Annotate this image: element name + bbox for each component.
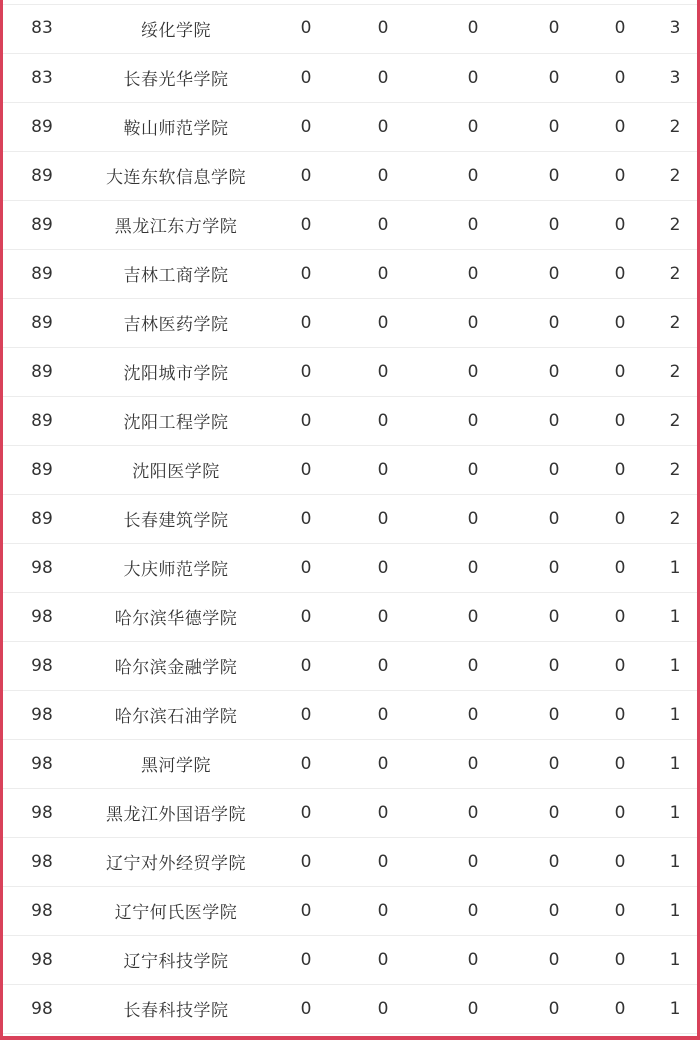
value-cell-5: 0 [587, 690, 653, 739]
value-cell-4: 0 [521, 298, 587, 347]
value-cell-4: 0 [521, 102, 587, 151]
value-cell-4: 0 [521, 151, 587, 200]
value-cell-2: 0 [341, 984, 425, 1033]
rank-cell: 98 [3, 935, 81, 984]
rank-cell: 89 [3, 396, 81, 445]
value-cell-2: 0 [341, 886, 425, 935]
value-cell-3: 0 [425, 396, 521, 445]
school-name-cell: 黑龙江东方学院 [81, 200, 271, 249]
value-cell-2: 0 [341, 53, 425, 102]
value-cell-5: 0 [587, 151, 653, 200]
value-cell-1: 0 [271, 641, 341, 690]
rank-cell: 89 [3, 102, 81, 151]
value-cell-1: 0 [271, 298, 341, 347]
rank-cell: 98 [3, 984, 81, 1033]
table-row [3, 935, 697, 984]
value-cell-4: 0 [521, 445, 587, 494]
value-cell-5: 0 [587, 494, 653, 543]
school-name-cell: 哈尔滨石油学院 [81, 690, 271, 739]
value-cell-5: 0 [587, 886, 653, 935]
table-body [3, 4, 697, 1033]
value-cell-4: 0 [521, 494, 587, 543]
value-cell-1: 0 [271, 935, 341, 984]
value-cell-1: 0 [271, 739, 341, 788]
value-cell-4: 0 [521, 690, 587, 739]
value-cell-3: 0 [425, 4, 521, 53]
value-cell-3: 0 [425, 592, 521, 641]
value-cell-6: 2 [653, 249, 697, 298]
value-cell-3: 0 [425, 151, 521, 200]
rank-cell: 98 [3, 641, 81, 690]
rank-cell: 89 [3, 151, 81, 200]
table-row [3, 151, 697, 200]
value-cell-2: 0 [341, 935, 425, 984]
table-row [3, 984, 697, 1033]
value-cell-6: 2 [653, 347, 697, 396]
value-cell-5: 0 [587, 788, 653, 837]
rank-cell: 98 [3, 886, 81, 935]
value-cell-6: 1 [653, 837, 697, 886]
rank-cell: 98 [3, 837, 81, 886]
rank-cell: 98 [3, 690, 81, 739]
table-row [3, 837, 697, 886]
rank-cell: 83 [3, 53, 81, 102]
value-cell-4: 0 [521, 592, 587, 641]
table-row [3, 592, 697, 641]
value-cell-6: 1 [653, 886, 697, 935]
value-cell-5: 0 [587, 592, 653, 641]
rank-cell: 89 [3, 494, 81, 543]
value-cell-3: 0 [425, 102, 521, 151]
table-row [3, 494, 697, 543]
school-name-cell: 长春光华学院 [81, 53, 271, 102]
value-cell-1: 0 [271, 347, 341, 396]
value-cell-2: 0 [341, 445, 425, 494]
rank-cell: 89 [3, 347, 81, 396]
value-cell-1: 0 [271, 396, 341, 445]
school-name-cell: 黑龙江外国语学院 [81, 788, 271, 837]
rank-cell: 89 [3, 249, 81, 298]
value-cell-6: 1 [653, 592, 697, 641]
value-cell-2: 0 [341, 151, 425, 200]
school-name-cell: 绥化学院 [81, 4, 271, 53]
value-cell-2: 0 [341, 249, 425, 298]
school-name-cell: 辽宁科技学院 [81, 935, 271, 984]
value-cell-4: 0 [521, 935, 587, 984]
value-cell-6: 1 [653, 935, 697, 984]
school-name-cell: 辽宁何氏医学院 [81, 886, 271, 935]
table-row [3, 249, 697, 298]
rank-cell: 98 [3, 592, 81, 641]
table-row [3, 886, 697, 935]
value-cell-1: 0 [271, 249, 341, 298]
value-cell-1: 0 [271, 788, 341, 837]
school-name-cell: 长春建筑学院 [81, 494, 271, 543]
value-cell-1: 0 [271, 886, 341, 935]
value-cell-2: 0 [341, 102, 425, 151]
school-name-cell: 吉林医药学院 [81, 298, 271, 347]
value-cell-6: 3 [653, 53, 697, 102]
value-cell-2: 0 [341, 690, 425, 739]
value-cell-3: 0 [425, 200, 521, 249]
value-cell-4: 0 [521, 249, 587, 298]
value-cell-6: 1 [653, 984, 697, 1033]
value-cell-5: 0 [587, 396, 653, 445]
rank-cell: 89 [3, 445, 81, 494]
value-cell-2: 0 [341, 739, 425, 788]
value-cell-3: 0 [425, 739, 521, 788]
value-cell-1: 0 [271, 494, 341, 543]
value-cell-5: 0 [587, 347, 653, 396]
value-cell-4: 0 [521, 641, 587, 690]
value-cell-1: 0 [271, 984, 341, 1033]
value-cell-1: 0 [271, 543, 341, 592]
table-row [3, 739, 697, 788]
value-cell-1: 0 [271, 53, 341, 102]
school-name-cell: 吉林工商学院 [81, 249, 271, 298]
value-cell-2: 0 [341, 4, 425, 53]
value-cell-3: 0 [425, 347, 521, 396]
school-name-cell: 鞍山师范学院 [81, 102, 271, 151]
school-name-cell: 黑河学院 [81, 739, 271, 788]
table-row [3, 396, 697, 445]
value-cell-1: 0 [271, 4, 341, 53]
value-cell-3: 0 [425, 837, 521, 886]
value-cell-6: 3 [653, 4, 697, 53]
value-cell-6: 2 [653, 298, 697, 347]
value-cell-5: 0 [587, 935, 653, 984]
value-cell-4: 0 [521, 53, 587, 102]
value-cell-2: 0 [341, 592, 425, 641]
rank-cell: 98 [3, 788, 81, 837]
value-cell-3: 0 [425, 935, 521, 984]
table-row [3, 347, 697, 396]
rank-cell: 98 [3, 739, 81, 788]
value-cell-3: 0 [425, 53, 521, 102]
ranking-table [3, 4, 697, 1034]
value-cell-3: 0 [425, 298, 521, 347]
value-cell-3: 0 [425, 984, 521, 1033]
value-cell-6: 2 [653, 151, 697, 200]
value-cell-5: 0 [587, 984, 653, 1033]
table-row [3, 543, 697, 592]
value-cell-6: 2 [653, 200, 697, 249]
table-row [3, 788, 697, 837]
value-cell-2: 0 [341, 837, 425, 886]
value-cell-4: 0 [521, 788, 587, 837]
value-cell-1: 0 [271, 151, 341, 200]
value-cell-4: 0 [521, 200, 587, 249]
school-name-cell: 沈阳城市学院 [81, 347, 271, 396]
value-cell-1: 0 [271, 200, 341, 249]
school-name-cell: 哈尔滨金融学院 [81, 641, 271, 690]
school-name-cell: 大庆师范学院 [81, 543, 271, 592]
value-cell-3: 0 [425, 445, 521, 494]
value-cell-3: 0 [425, 690, 521, 739]
table-row [3, 690, 697, 739]
value-cell-2: 0 [341, 788, 425, 837]
value-cell-2: 0 [341, 200, 425, 249]
value-cell-3: 0 [425, 249, 521, 298]
value-cell-5: 0 [587, 837, 653, 886]
value-cell-5: 0 [587, 53, 653, 102]
value-cell-5: 0 [587, 641, 653, 690]
school-name-cell: 辽宁对外经贸学院 [81, 837, 271, 886]
value-cell-4: 0 [521, 347, 587, 396]
value-cell-2: 0 [341, 347, 425, 396]
value-cell-2: 0 [341, 543, 425, 592]
value-cell-6: 2 [653, 102, 697, 151]
rank-cell: 98 [3, 543, 81, 592]
table-row [3, 298, 697, 347]
school-name-cell: 沈阳工程学院 [81, 396, 271, 445]
value-cell-1: 0 [271, 445, 341, 494]
value-cell-3: 0 [425, 788, 521, 837]
value-cell-6: 2 [653, 494, 697, 543]
table-row [3, 445, 697, 494]
value-cell-3: 0 [425, 886, 521, 935]
value-cell-3: 0 [425, 543, 521, 592]
value-cell-5: 0 [587, 102, 653, 151]
value-cell-1: 0 [271, 592, 341, 641]
value-cell-6: 1 [653, 543, 697, 592]
value-cell-4: 0 [521, 4, 587, 53]
value-cell-4: 0 [521, 396, 587, 445]
value-cell-6: 1 [653, 788, 697, 837]
table-row [3, 53, 697, 102]
table-row [3, 4, 697, 53]
value-cell-6: 1 [653, 739, 697, 788]
value-cell-5: 0 [587, 543, 653, 592]
school-name-cell: 哈尔滨华德学院 [81, 592, 271, 641]
value-cell-5: 0 [587, 298, 653, 347]
value-cell-3: 0 [425, 494, 521, 543]
value-cell-5: 0 [587, 739, 653, 788]
school-name-cell: 长春科技学院 [81, 984, 271, 1033]
value-cell-6: 2 [653, 396, 697, 445]
value-cell-6: 2 [653, 445, 697, 494]
school-name-cell: 沈阳医学院 [81, 445, 271, 494]
value-cell-4: 0 [521, 837, 587, 886]
value-cell-5: 0 [587, 4, 653, 53]
value-cell-4: 0 [521, 886, 587, 935]
rank-cell: 89 [3, 200, 81, 249]
value-cell-2: 0 [341, 298, 425, 347]
value-cell-6: 1 [653, 690, 697, 739]
table-row [3, 200, 697, 249]
value-cell-2: 0 [341, 641, 425, 690]
value-cell-3: 0 [425, 641, 521, 690]
value-cell-5: 0 [587, 445, 653, 494]
rank-cell: 89 [3, 298, 81, 347]
table-row [3, 641, 697, 690]
rank-cell: 83 [3, 4, 81, 53]
table-row [3, 102, 697, 151]
value-cell-4: 0 [521, 984, 587, 1033]
value-cell-2: 0 [341, 396, 425, 445]
value-cell-4: 0 [521, 543, 587, 592]
value-cell-2: 0 [341, 494, 425, 543]
value-cell-1: 0 [271, 837, 341, 886]
value-cell-1: 0 [271, 102, 341, 151]
value-cell-6: 1 [653, 641, 697, 690]
value-cell-5: 0 [587, 249, 653, 298]
school-name-cell: 大连东软信息学院 [81, 151, 271, 200]
value-cell-5: 0 [587, 200, 653, 249]
value-cell-1: 0 [271, 690, 341, 739]
value-cell-4: 0 [521, 739, 587, 788]
